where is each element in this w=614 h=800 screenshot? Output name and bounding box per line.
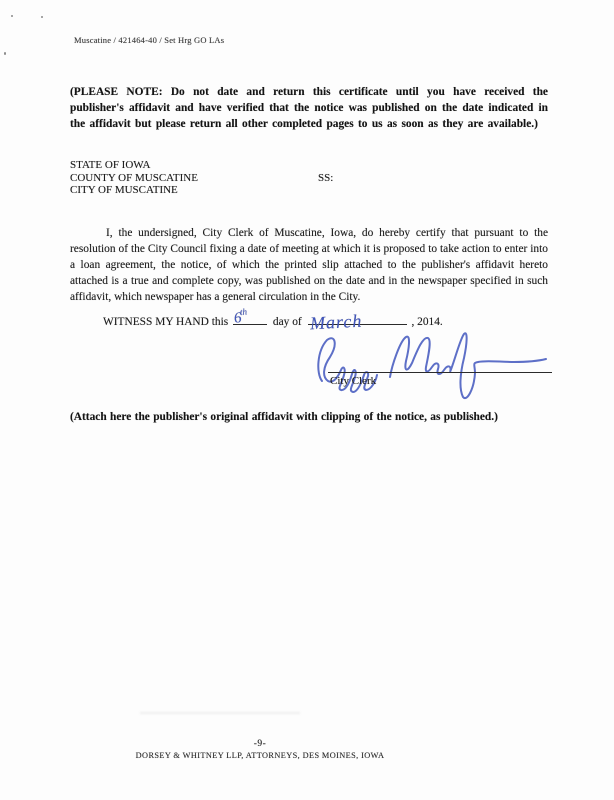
venue-block <box>70 159 410 197</box>
signer-title: City Clerk <box>330 375 377 387</box>
witness-prefix: WITNESS MY HAND this <box>103 316 229 328</box>
witness-line <box>103 306 443 334</box>
scan-smudge <box>140 712 300 714</box>
attach-instruction: (Attach here the publisher's original affidavit with clipping of the notice, as published.) <box>70 411 498 423</box>
venue-state: STATE OF IOWA <box>70 159 151 171</box>
scan-speck <box>11 15 13 17</box>
certification-paragraph: I, the undersigned, City Clerk of Muscatine, Iowa, do hereby certify that pursuant to the resolution of the City Council fixing a date of meeting at which it is proposed to take action to enter into a loan agreement, the notice, of which the printed slip attached to the publisher's affidavit hereto attached is a true and complete copy, was published on the date and in the newspaper specified in such affidavit, which newspaper has a general circulation in the City. <box>70 227 548 303</box>
venue-county: COUNTY OF MUSCATINE <box>70 171 198 184</box>
please-note-paragraph: (PLEASE NOTE: Do not date and return this certificate until you have received the publisher's affidavit and have verified that the notice was published on the date indicated in the affidavit but please return all other completed pages to us as soon as they are available.) <box>70 86 548 130</box>
document-reference: Muscatine / 421464-40 / Set Hrg GO LAs <box>74 35 225 45</box>
city-clerk-signature-ink <box>314 331 554 403</box>
venue-city: CITY OF MUSCATINE <box>70 184 178 197</box>
handwritten-day: 6th <box>233 306 248 327</box>
scan-speck <box>4 52 6 55</box>
signature-line <box>328 372 552 373</box>
month-blank <box>308 310 407 334</box>
scan-speck <box>41 16 43 18</box>
law-firm-line: DORSEY & WHITNEY LLP, ATTORNEYS, DES MOINES, IOWA <box>135 751 385 760</box>
day-blank <box>233 306 267 327</box>
page-number: -9- <box>253 739 267 749</box>
page-footer <box>60 739 460 760</box>
venue-ss: SS: <box>318 171 334 184</box>
handwritten-month: March <box>309 310 363 334</box>
witness-year: , 2014. <box>411 316 443 328</box>
venue-county-row <box>70 172 410 185</box>
witness-connector: day of <box>272 316 302 328</box>
